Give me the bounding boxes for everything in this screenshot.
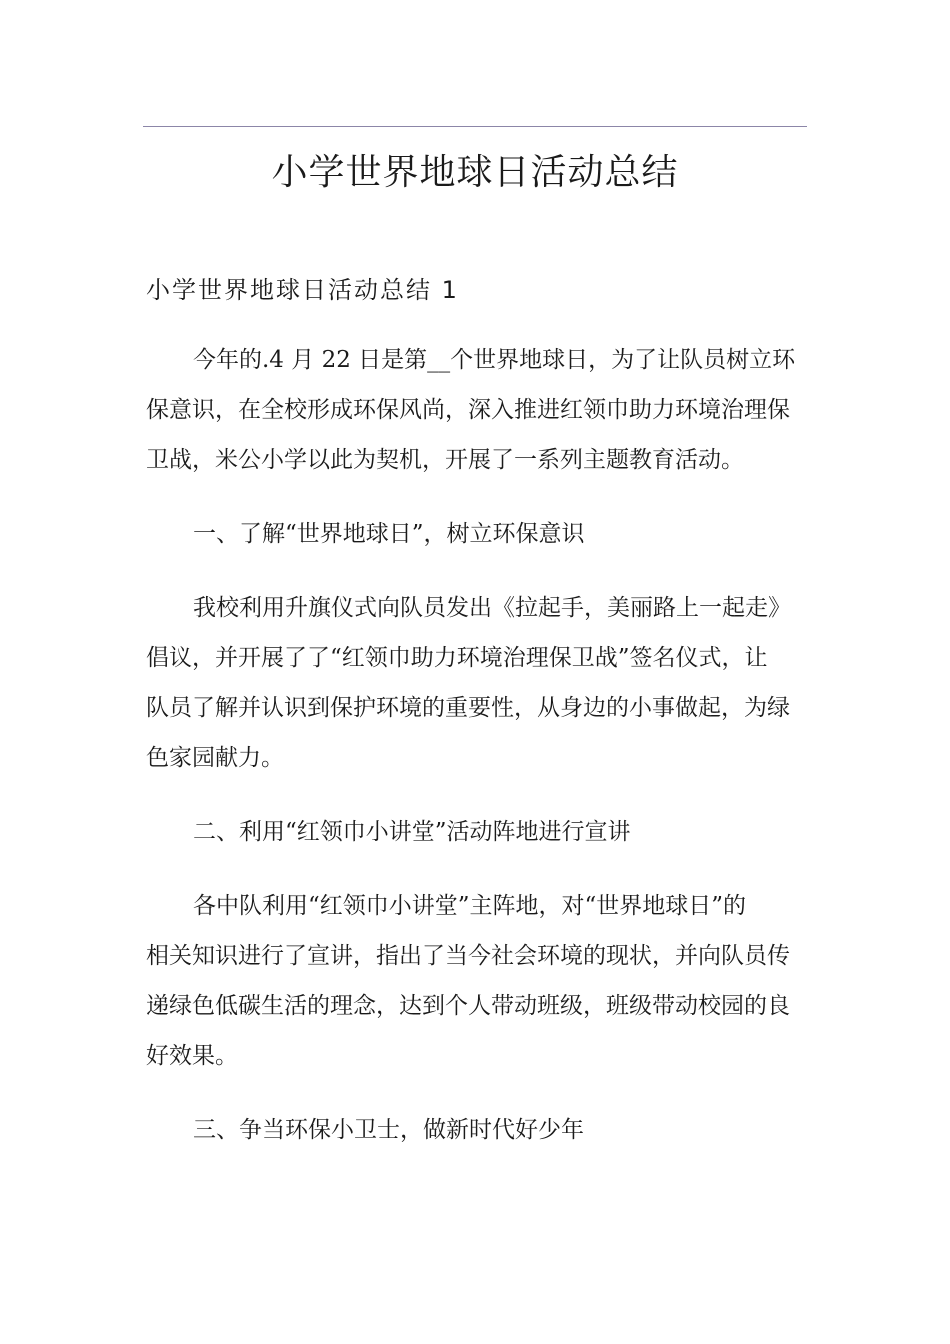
subheading-2: 二、利用“红领巾小讲堂”活动阵地进行宣讲: [193, 819, 631, 845]
paragraph-1: [146, 583, 808, 783]
paragraph-line: 好效果。: [146, 1043, 238, 1069]
paragraph-intro: [146, 335, 808, 485]
paragraph-line: 我校利用升旗仪式向队员发出《拉起手，美丽路上一起走》: [193, 595, 791, 621]
paragraph-line: 递绿色低碳生活的理念，达到个人带动班级，班级带动校园的良: [146, 993, 790, 1019]
subheading-1: 一、了解“世界地球日”，树立环保意识: [193, 521, 585, 547]
paragraph-line: 卫战，米公小学以此为契机，开展了一系列主题教育活动。: [146, 447, 744, 473]
paragraph-line: 相关知识进行了宣讲，指出了当今社会环境的现状，并向队员传: [146, 943, 790, 969]
paragraph-line: 色家园献力。: [146, 745, 284, 771]
paragraph-line: 各中队利用“红领巾小讲堂”主阵地，对“世界地球日”的: [193, 893, 747, 919]
paragraph-line: 今年的.4 月 22 日是第__个世界地球日，为了让队员树立环: [193, 347, 796, 373]
subheading-3: 三、争当环保小卫士，做新时代好少年: [193, 1117, 584, 1143]
section-heading: 小学世界地球日活动总结 1: [146, 276, 459, 304]
paragraph-line: 保意识，在全校形成环保风尚，深入推进红领巾助力环境治理保: [146, 397, 790, 423]
paragraph-line: 倡议，并开展了了“红领巾助力环境治理保卫战”签名仪式，让: [146, 645, 768, 671]
document-title: 小学世界地球日活动总结: [271, 152, 679, 193]
header-rule: [143, 126, 807, 127]
paragraph-line: 队员了解并认识到保护环境的重要性，从身边的小事做起，为绿: [146, 695, 790, 721]
body-text: [146, 335, 808, 1179]
paragraph-2: [146, 881, 808, 1081]
